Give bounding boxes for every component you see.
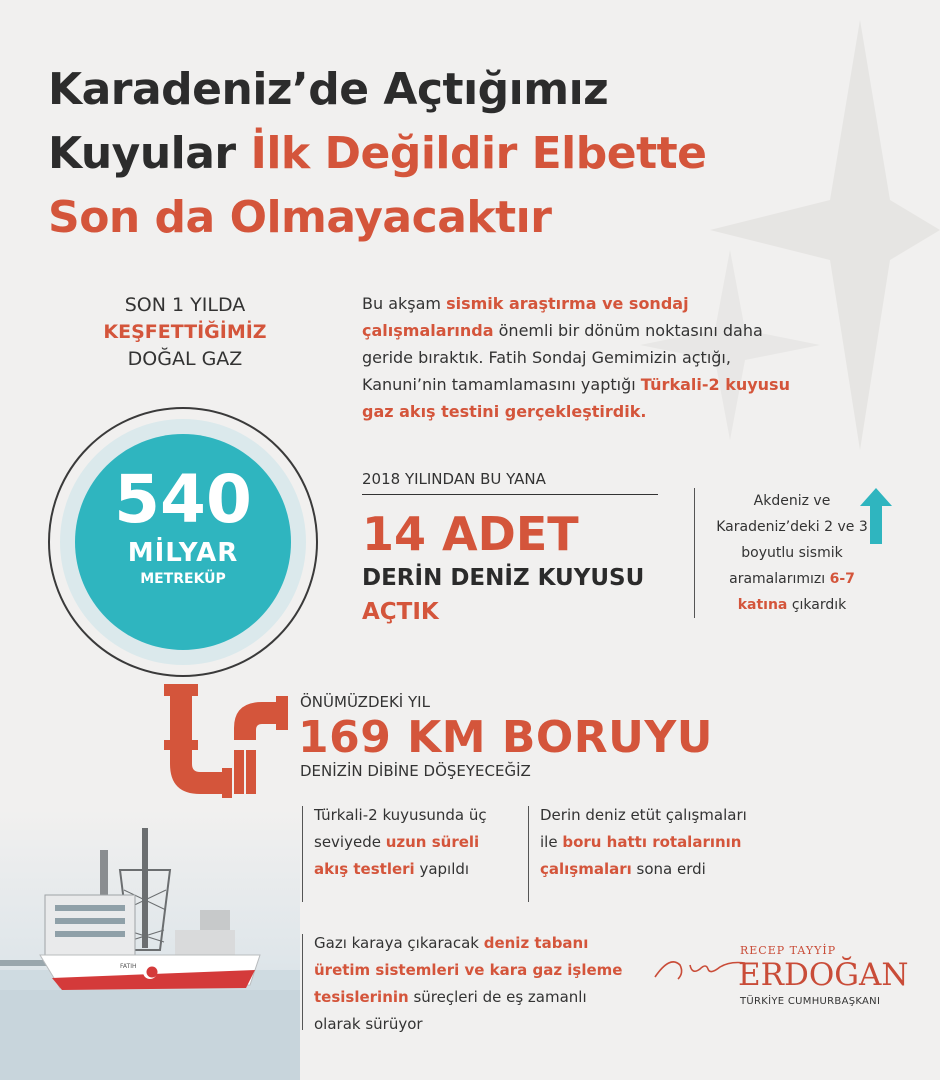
discovery-heading (60, 292, 310, 373)
gas-volume-unit-2: METREKÜP (140, 571, 226, 587)
title-line-2-red: İlk Değildir Elbette (250, 128, 707, 179)
drillship-image (0, 810, 300, 1080)
title-line-3: Son da Olmayacaktır (48, 192, 552, 243)
col2-divider (528, 806, 529, 902)
wells-since-label: 2018 YILINDAN BU YANA (362, 470, 546, 488)
signature-first-name: RECEP TAYYİP (740, 944, 837, 957)
seismic-text (704, 488, 880, 618)
flow-test-text-2: yapıldı (414, 860, 470, 878)
wells-description: DERİN DENİZ KUYUSU (362, 565, 645, 591)
production-highlight: deniz tabanı üretim sistemleri ve kara gaz işleme tesislerinin (314, 934, 623, 1006)
pipeline-pre-label: ÖNÜMÜZDEKİ YIL (300, 693, 430, 711)
seismic-highlight: 6-7 katına (737, 571, 855, 613)
production-text-1: Gazı karaya çıkaracak (314, 934, 484, 952)
intro-highlight-2: Türkali-2 kuyusu gaz akış testini gerçekleştirdik. (362, 375, 790, 421)
survey-text-1: Derin deniz etüt çalışmaları ile (540, 806, 747, 851)
wells-count: 14 ADET (362, 507, 579, 561)
wells-divider (362, 494, 658, 495)
wells-verb: AÇTIK (362, 599, 439, 625)
production-text-2: süreçleri de eş zamanlı olarak sürüyor (314, 988, 587, 1033)
flow-test-text-1: Türkali-2 kuyusunda üç seviyede (314, 806, 487, 851)
survey-text-2: sona erdi (631, 860, 706, 878)
intro-paragraph (362, 290, 802, 425)
col1-divider (302, 806, 303, 902)
signature-last-name: ERDOĞAN (738, 957, 909, 993)
discovery-line-2: KEŞFETTİĞİMİZ (103, 321, 267, 343)
production-text (314, 930, 624, 1038)
pipeline-post-label: DENİZİN DİBİNE DÖŞEYECEĞİZ (300, 762, 531, 780)
gas-volume-badge (75, 434, 291, 650)
seismic-text-1: Akdeniz ve Karadeniz’deki 2 ve 3 boyutlu sismik aramalarımızı (716, 493, 868, 587)
intro-highlight-1: sismik araştırma ve sondaj çalışmalarında (362, 294, 689, 340)
ship-name-label: FATIH (120, 963, 137, 970)
flow-test-highlight: uzun süreli akış testleri (314, 833, 480, 878)
flow-test-text (314, 802, 504, 883)
seismic-divider (694, 488, 695, 618)
signature-role: TÜRKİYE CUMHURBAŞKANI (740, 996, 881, 1007)
para3-divider (302, 934, 303, 1030)
gas-volume-number: 540 (114, 461, 252, 538)
page-title (48, 58, 707, 250)
survey-text (540, 802, 760, 883)
pipeline-length: 169 KM BORUYU (298, 712, 714, 763)
pipes-icon (162, 680, 292, 800)
arrow-up-icon (858, 486, 894, 546)
intro-text-1: Bu akşam (362, 294, 447, 313)
signature-scribble-icon (650, 935, 750, 995)
survey-highlight: boru hattı rotalarının çalışmaları (540, 833, 742, 878)
title-line-2-dark: Kuyular (48, 128, 251, 179)
gas-volume-unit: MİLYAR (127, 538, 239, 568)
title-line-2 (48, 122, 707, 186)
title-line-1: Karadeniz’de Açtığımız (48, 64, 609, 115)
discovery-line-3: DOĞAL GAZ (127, 348, 243, 370)
seismic-text-2: çıkardık (787, 597, 847, 613)
discovery-line-1: SON 1 YILDA (124, 294, 246, 316)
intro-text-2: önemli bir dönüm noktasını daha geride bıraktık. Fatih Sondaj Gemimizin açtığı, Kanuni’nin tamamlamasını yaptığı (362, 321, 763, 394)
